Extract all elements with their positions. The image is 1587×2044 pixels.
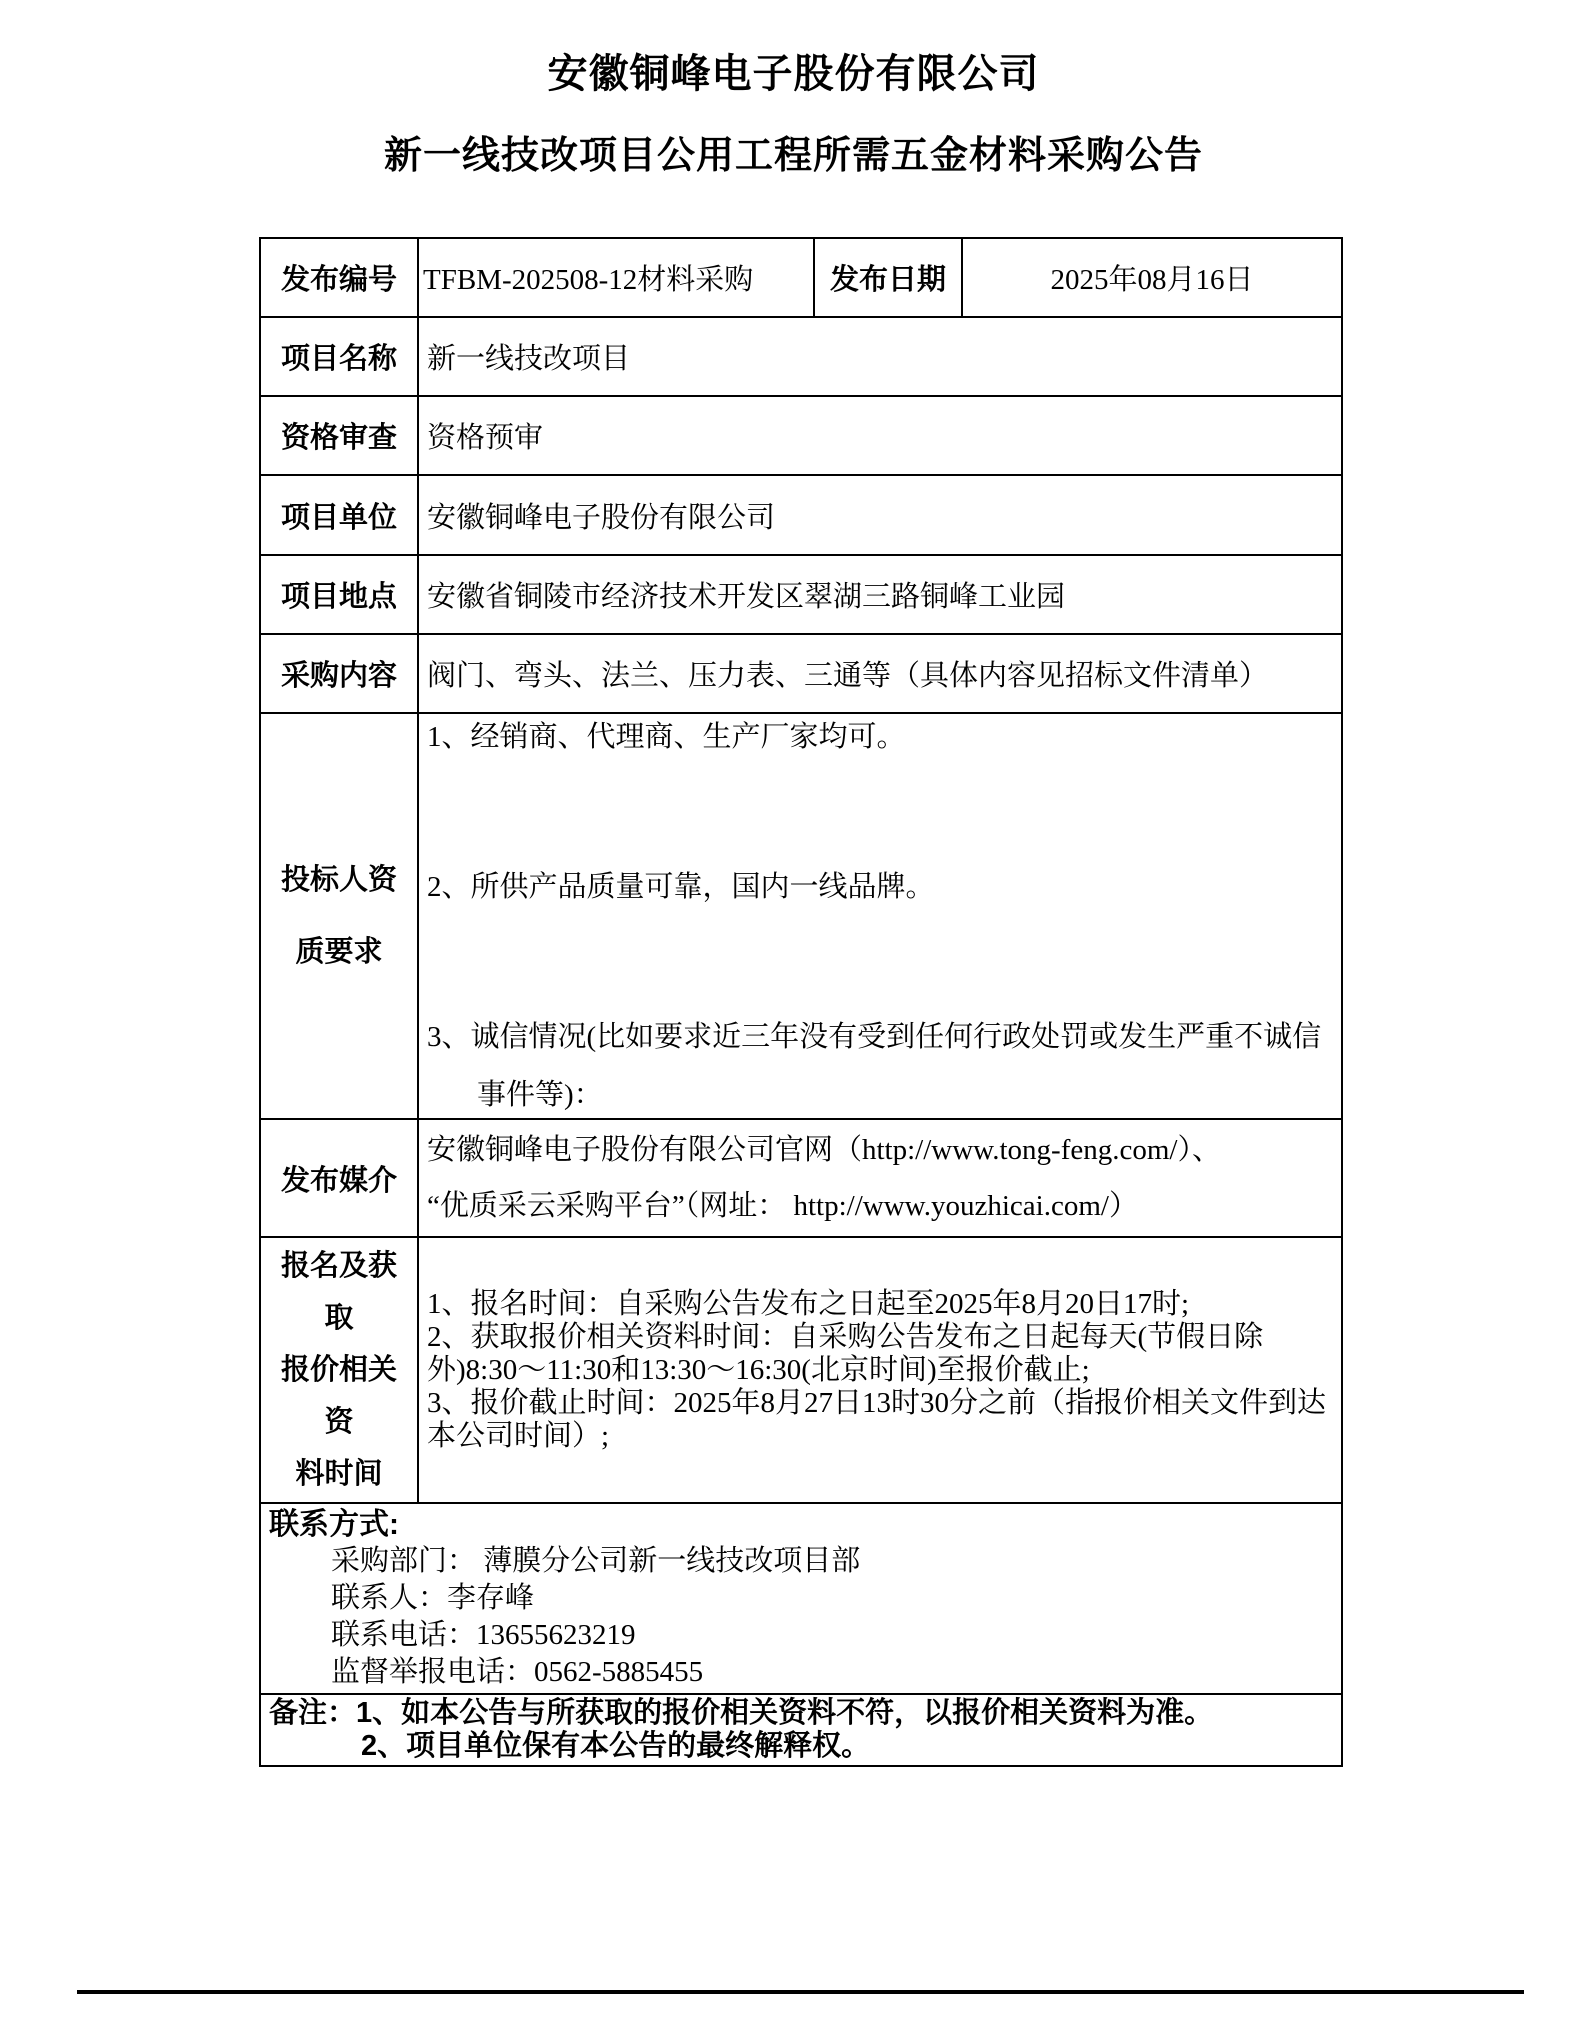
- contact-person: 联系人：李存峰: [331, 1582, 535, 1614]
- qualification-item-2: 2、所供产品质量可靠，国内一线品牌。: [427, 871, 935, 903]
- publish-media-value: [418, 1119, 1342, 1237]
- project-name-value: 新一线技改项目: [418, 317, 1342, 396]
- project-location-label: 项目地点: [260, 555, 418, 634]
- registration-label-line1: 报名及获取: [280, 1250, 397, 1334]
- qualification-review-value: 资格预审: [418, 396, 1342, 475]
- bidder-qualification-label-line2: 质要求: [295, 936, 383, 968]
- registration-label-line2: 报价相关资: [280, 1354, 397, 1438]
- row-publish-info: [260, 238, 1342, 317]
- publish-date-label: 发布日期: [814, 238, 962, 317]
- contact-supervision-phone: 监督举报电话：0562-5885455: [331, 1656, 704, 1688]
- row-contact-info: [260, 1503, 1342, 1694]
- registration-item-3: 3、报价截止时间：2025年8月27日13时30分之前（指报价相关文件到达本公司时间）;: [427, 1386, 1327, 1452]
- procurement-content-label: 采购内容: [260, 634, 418, 713]
- contact-heading: 联系方式:: [269, 1508, 399, 1541]
- row-project-location: [260, 555, 1342, 634]
- row-bidder-qualification: [260, 713, 1342, 1119]
- row-remarks: [260, 1694, 1342, 1766]
- page-title: 安徽铜峰电子股份有限公司: [547, 52, 1040, 96]
- row-registration-time: [260, 1237, 1342, 1503]
- registration-item-1: 1、报名时间：自采购公告发布之日起至2025年8月20日17时;: [427, 1287, 1190, 1320]
- row-publish-media: [260, 1119, 1342, 1237]
- qualification-review-label: 资格审查: [260, 396, 418, 475]
- bidder-qualification-label: [260, 713, 418, 1119]
- publish-media-line2: “优质采云采购平台”（网址： http://www.youzhicai.com/）: [427, 1190, 1138, 1222]
- footer-divider: [77, 1990, 1524, 1994]
- contact-info-cell: [260, 1503, 1342, 1694]
- qualification-item-3: 3、诚信情况(比如要求近三年没有受到任何行政处罚或发生严重不诚信: [427, 1021, 1322, 1053]
- remarks-line2: 2、项目单位保有本公告的最终解释权。: [361, 1730, 871, 1762]
- row-procurement-content: [260, 634, 1342, 713]
- project-name-label: 项目名称: [260, 317, 418, 396]
- contact-phone: 联系电话：13655623219: [331, 1619, 636, 1651]
- row-qualification-review: [260, 396, 1342, 475]
- publish-media-label: 发布媒介: [260, 1119, 418, 1237]
- project-unit-value: 安徽铜峰电子股份有限公司: [418, 475, 1342, 555]
- qualification-item-3-cont: 事件等)：: [477, 1079, 603, 1111]
- row-project-unit: [260, 475, 1342, 555]
- page-subtitle: 新一线技改项目公用工程所需五金材料采购公告: [383, 135, 1203, 177]
- publish-number-label: 发布编号: [260, 238, 418, 317]
- publish-date-value: 2025年08月16日: [962, 238, 1342, 317]
- row-project-name: [260, 317, 1342, 396]
- announcement-table: [259, 237, 1343, 1767]
- remarks-cell: [260, 1694, 1342, 1766]
- qualification-item-1: 1、经销商、代理商、生产厂家均可。: [427, 721, 906, 753]
- procurement-content-value: 阀门、弯头、法兰、压力表、三通等（具体内容见招标文件清单）: [418, 634, 1342, 713]
- project-location-value: 安徽省铜陵市经济技术开发区翠湖三路铜峰工业园: [418, 555, 1342, 634]
- registration-time-label: [260, 1237, 418, 1503]
- remarks-line1: 备注：1、如本公告与所获取的报价相关资料不符，以报价相关资料为准。: [269, 1697, 1214, 1729]
- registration-time-value: [418, 1237, 1342, 1503]
- contact-department: 采购部门： 薄膜分公司新一线技改项目部: [331, 1545, 861, 1577]
- registration-item-2: 2、获取报价相关资料时间：自采购公告发布之日起每天(节假日除外)8:30～11:30和13:30～16:30(北京时间)至报价截止;: [427, 1320, 1264, 1386]
- publish-number-value: TFBM-202508-12材料采购: [418, 238, 814, 317]
- publish-media-line1: 安徽铜峰电子股份有限公司官网（http://www.tong-feng.com/）、: [427, 1134, 1221, 1166]
- bidder-qualification-value: [418, 713, 1342, 1119]
- bidder-qualification-label-line1: 投标人资: [280, 864, 397, 896]
- registration-label-line3: 料时间: [295, 1458, 383, 1490]
- project-unit-label: 项目单位: [260, 475, 418, 555]
